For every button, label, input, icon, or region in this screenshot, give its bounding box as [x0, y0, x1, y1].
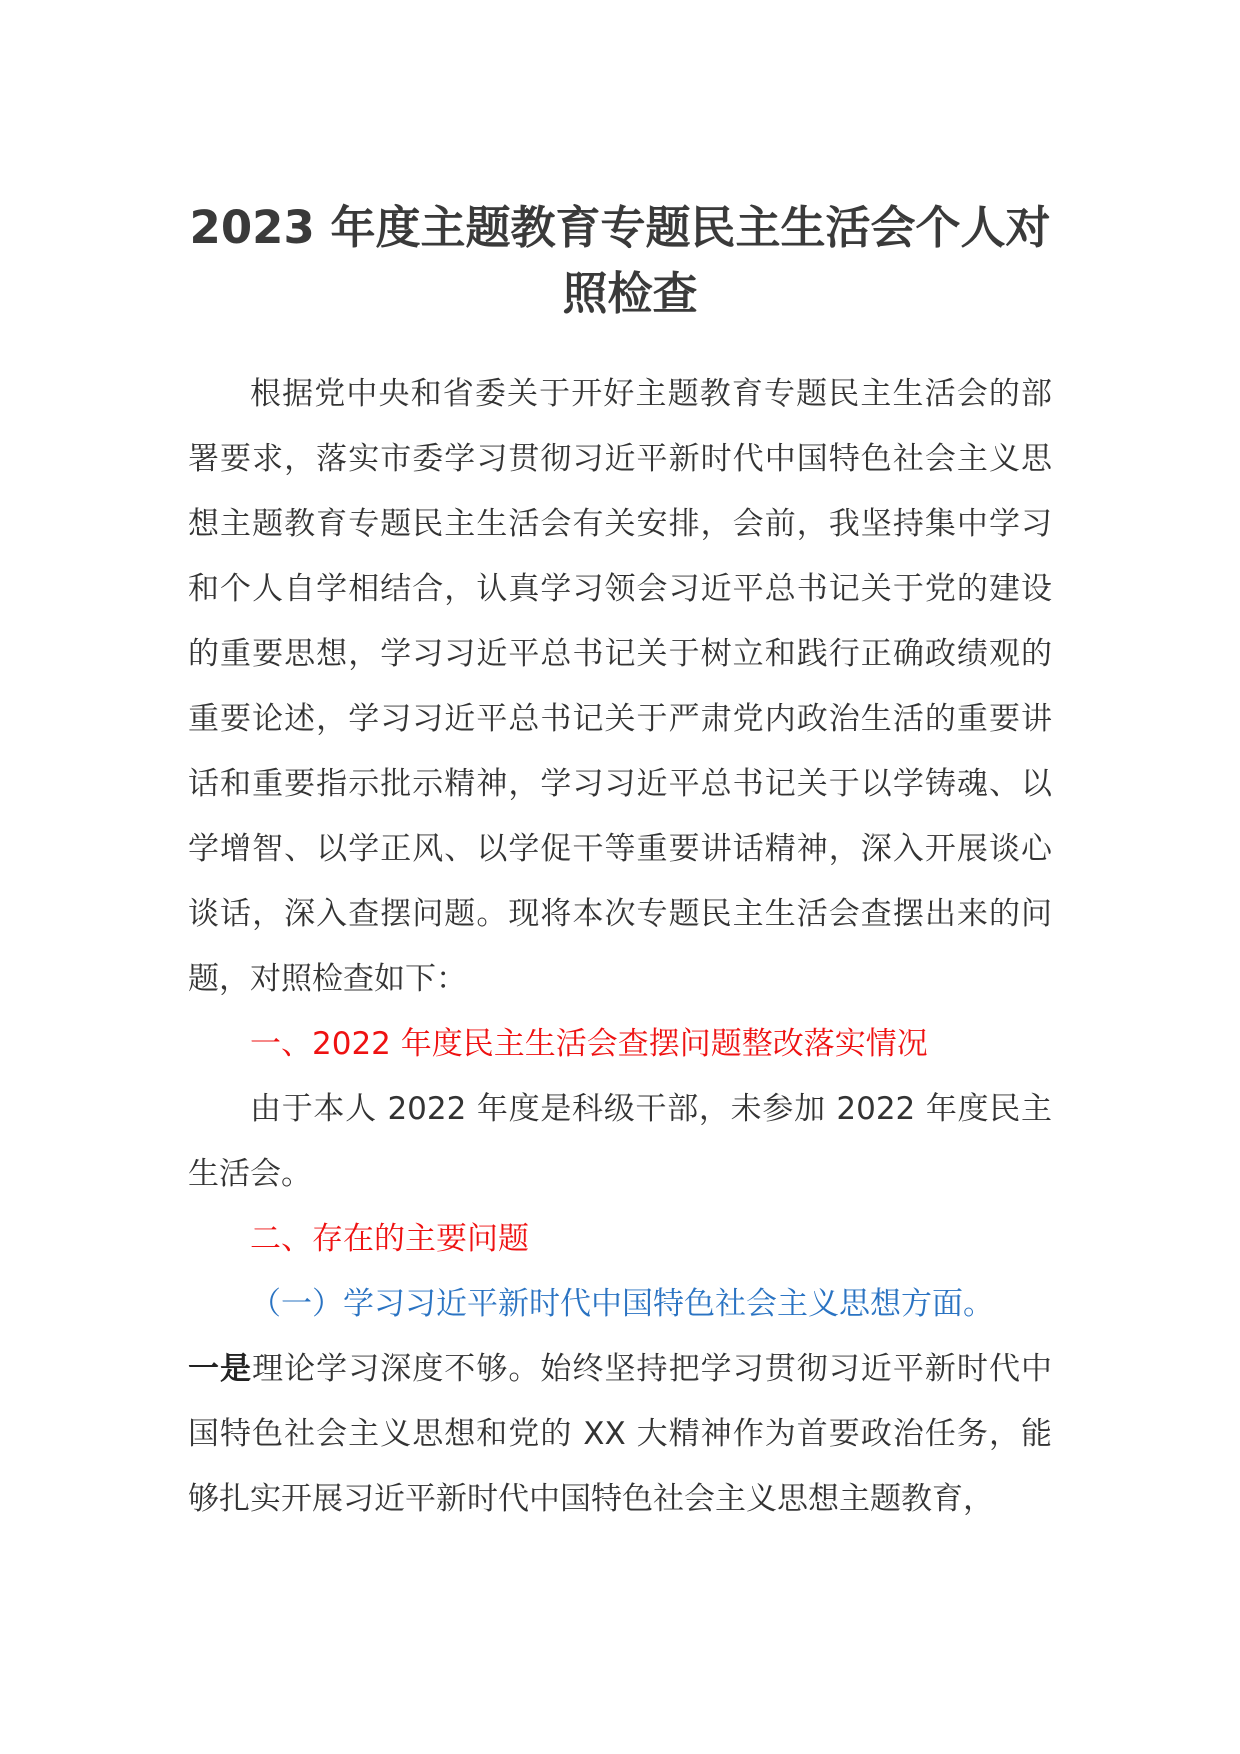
document-body: [188, 362, 1052, 1532]
point-1-text: 理论学习深度不够。始终坚持把学习贯彻习近平新时代中国特色社会主义思想和党的 XX 大精神作为首要政治任务，能够扎实开展习近平新时代中国特色社会主义思想主题教育，: [188, 1351, 1052, 1517]
document-page: [188, 195, 1052, 1532]
section-1-paragraph: 由于本人 2022 年度是科级干部，未参加 2022 年度民主生活会。: [188, 1091, 1052, 1192]
document-title: [188, 195, 1052, 327]
title-line-1: 2023 年度主题教育专题民主生活会个人对: [189, 201, 1051, 254]
point-1-paragraph: [188, 1337, 1052, 1532]
subsection-1-heading: （一）学习习近平新时代中国特色社会主义思想方面。: [250, 1286, 994, 1322]
title-line-2: 照检查: [562, 267, 698, 320]
intro-paragraph: 根据党中央和省委关于开好主题教育专题民主生活会的部署要求，落实市委学习贯彻习近平新时代中国特色社会主义思想主题教育专题民主生活会有关安排，会前，我坚持集中学习和个人自学相结合，认真学习领会习近平总书记关于党的建设的重要思想，学习习近平总书记关于树立和践行正确政绩观的重要论述，学习习近平总书记关于严肃党内政治生活的重要讲话和重要指示批示精神，学习习近平总书记关于以学铸魂、以学增智、以学正风、以学促干等重要讲话精神，深入开展谈心谈话，深入查摆问题。现将本次专题民主生活会查摆出来的问题，对照检查如下：: [188, 376, 1052, 997]
section-1-heading: 一、2022 年度民主生活会查摆问题整改落实情况: [250, 1026, 928, 1062]
section-2-heading: 二、存在的主要问题: [250, 1221, 529, 1257]
point-1-lead: 一是: [188, 1351, 253, 1387]
